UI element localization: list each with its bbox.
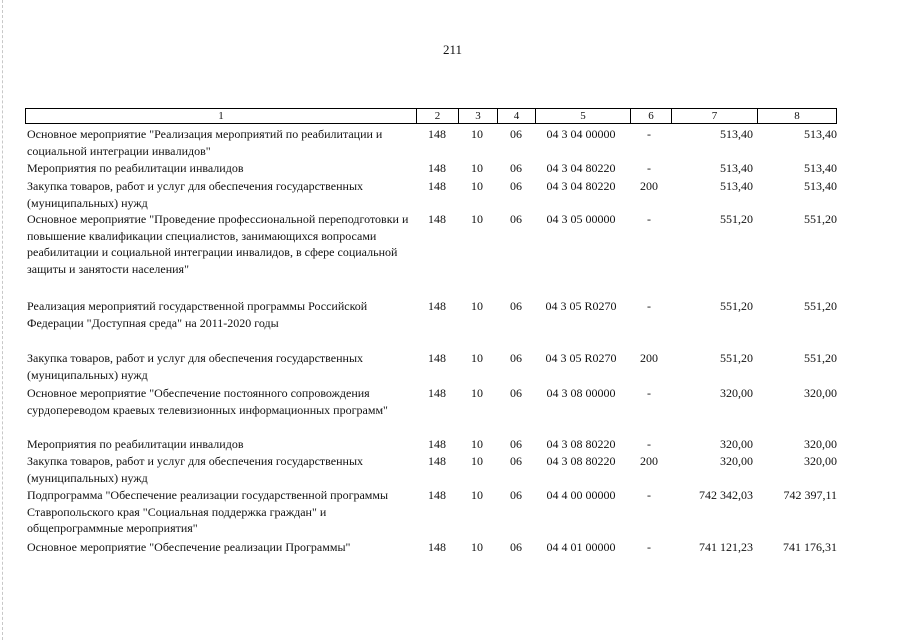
row-col-3: 10: [471, 386, 483, 400]
row-name: Основное мероприятие "Обеспечение реализации Программы": [27, 540, 351, 554]
row-col-7: 320,00: [720, 454, 753, 468]
row-name: Основное мероприятие "Проведение профессиональной переподготовки и повышение квалификации специалистов, занимающихся вопросами реабилитации и социальной интеграции инвалидов, в сфере социальной защиты и занятости населения": [27, 212, 409, 276]
row-col-8: 742 397,11: [783, 488, 837, 502]
row-col-8: 513,40: [804, 161, 837, 175]
row-col-2: 148: [428, 437, 446, 451]
row-name: Закупка товаров, работ и услуг для обеспечения государственных (муниципальных) нужд: [27, 179, 364, 210]
row-col-8: 320,00: [804, 386, 837, 400]
row-col-6: -: [647, 488, 651, 502]
row-col-6: -: [647, 386, 651, 400]
row-col-7: 513,40: [720, 179, 753, 193]
header-col-1: 1: [218, 110, 224, 122]
row-col-8: 551,20: [804, 351, 837, 365]
row-col-8: 551,20: [804, 299, 837, 313]
row-col-7: 551,20: [720, 351, 753, 365]
header-col-4: 4: [497, 109, 535, 123]
row-col-4: 06: [510, 351, 522, 365]
row-col-4: 06: [510, 454, 522, 468]
row-col-2: 148: [428, 386, 446, 400]
row-name: Закупка товаров, работ и услуг для обеспечения государственных (муниципальных) нужд: [27, 454, 364, 485]
row-col-3: 10: [471, 299, 483, 313]
row-col-6: -: [647, 540, 651, 554]
row-name: Основное мероприятие "Обеспечение постоянного сопровождения сурдопереводом краевых телевизионных информационных программ": [27, 386, 388, 417]
row-col-2: 148: [428, 161, 446, 175]
row-col-3: 10: [471, 212, 483, 226]
row-col-5: 04 3 04 00000: [546, 127, 616, 141]
header-col-7: 7: [671, 109, 757, 123]
row-col-7: 320,00: [720, 437, 753, 451]
row-col-2: 148: [428, 127, 446, 141]
row-col-3: 10: [471, 161, 483, 175]
row-col-2: 148: [428, 351, 446, 365]
row-col-7: 513,40: [720, 127, 753, 141]
row-name: Основное мероприятие "Реализация мероприятий по реабилитации и социальной интеграции инвалидов": [27, 127, 383, 158]
row-col-6: 200: [640, 454, 658, 468]
row-col-5: 04 3 05 00000: [546, 212, 616, 226]
row-col-3: 10: [471, 351, 483, 365]
row-col-8: 513,40: [804, 127, 837, 141]
row-col-6: -: [647, 212, 651, 226]
row-col-8: 513,40: [804, 179, 837, 193]
row-col-4: 06: [510, 540, 522, 554]
row-col-5: 04 3 04 80220: [546, 161, 616, 175]
row-col-3: 10: [471, 540, 483, 554]
header-col-2: 2: [416, 109, 458, 123]
row-name: Подпрограмма "Обеспечение реализации государственной программы Ставропольского края "Социальная поддержка граждан" и общепрограммные мероприятия": [27, 488, 389, 535]
row-col-5: 04 4 01 00000: [546, 540, 616, 554]
row-col-4: 06: [510, 161, 522, 175]
row-col-8: 320,00: [804, 437, 837, 451]
page-left-edge: [2, 0, 3, 640]
row-col-3: 10: [471, 437, 483, 451]
row-col-8: 741 176,31: [783, 540, 837, 554]
row-col-4: 06: [510, 386, 522, 400]
row-col-6: 200: [640, 179, 658, 193]
row-col-6: 200: [640, 351, 658, 365]
row-col-5: 04 3 08 00000: [546, 386, 616, 400]
page-number: 211: [442, 42, 463, 57]
header-col-6: 6: [630, 109, 671, 123]
row-col-2: 148: [428, 212, 446, 226]
row-col-7: 320,00: [720, 386, 753, 400]
row-col-5: 04 3 05 R0270: [545, 351, 617, 365]
row-col-2: 148: [428, 179, 446, 193]
row-col-5: 04 4 00 00000: [546, 488, 616, 502]
row-col-3: 10: [471, 488, 483, 502]
row-col-6: -: [647, 299, 651, 313]
row-col-4: 06: [510, 299, 522, 313]
row-col-4: 06: [510, 488, 522, 502]
row-col-5: 04 3 04 80220: [546, 179, 616, 193]
row-col-8: 551,20: [804, 212, 837, 226]
header-col-3: 3: [458, 109, 497, 123]
row-col-5: 04 3 05 R0270: [545, 299, 617, 313]
row-col-2: 148: [428, 488, 446, 502]
row-col-2: 148: [428, 540, 446, 554]
row-name: Реализация мероприятий государственной программы Российской Федерации "Доступная среда" на 2011-2020 годы: [27, 299, 368, 330]
row-col-6: -: [647, 161, 651, 175]
row-col-4: 06: [510, 127, 522, 141]
row-col-3: 10: [471, 179, 483, 193]
row-col-3: 10: [471, 127, 483, 141]
header-col-8: 8: [757, 109, 836, 123]
row-col-5: 04 3 08 80220: [546, 454, 616, 468]
row-col-7: 741 121,23: [699, 540, 753, 554]
row-col-6: -: [647, 127, 651, 141]
row-col-6: -: [647, 437, 651, 451]
budget-table: [25, 108, 837, 554]
header-col-5: 5: [535, 109, 630, 123]
row-name: Закупка товаров, работ и услуг для обеспечения государственных (муниципальных) нужд: [27, 351, 364, 382]
row-col-5: 04 3 08 80220: [546, 437, 616, 451]
row-name: Мероприятия по реабилитации инвалидов: [27, 437, 244, 451]
table-header: [25, 108, 837, 124]
row-col-8: 320,00: [804, 454, 837, 468]
row-col-2: 148: [428, 454, 446, 468]
row-col-4: 06: [510, 179, 522, 193]
row-col-2: 148: [428, 299, 446, 313]
row-col-4: 06: [510, 437, 522, 451]
row-col-7: 742 342,03: [699, 488, 753, 502]
row-col-7: 551,20: [720, 212, 753, 226]
row-col-4: 06: [510, 212, 522, 226]
row-col-7: 513,40: [720, 161, 753, 175]
row-col-7: 551,20: [720, 299, 753, 313]
row-name: Мероприятия по реабилитации инвалидов: [27, 161, 244, 175]
row-col-3: 10: [471, 454, 483, 468]
